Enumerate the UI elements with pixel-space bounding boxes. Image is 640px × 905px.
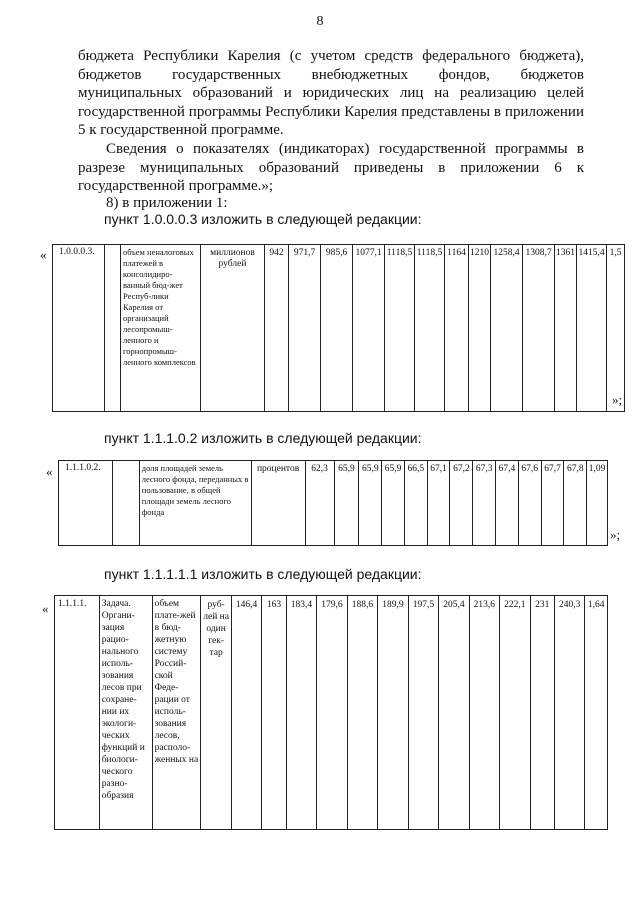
value-cell: 67,6 xyxy=(518,461,541,546)
paragraph-line: бюджета Республики Карелия (с учетом средств федерального бюджета), xyxy=(78,48,584,64)
table-point-1-0-0-0-3 xyxy=(52,244,625,412)
value-cell: 1258,4 xyxy=(491,245,523,412)
unit-cell: руб-лей на один гек-тар xyxy=(201,596,231,830)
heading-point-1-1-1-1-1: пункт 1.1.1.1.1 изложить в следующей редакции: xyxy=(104,566,422,582)
value-cell: 240,3 xyxy=(554,596,584,830)
value-cell: 1118,5 xyxy=(415,245,445,412)
value-cell: 1,5 xyxy=(607,245,625,412)
value-cell: 179,6 xyxy=(317,596,347,830)
table-point-1-1-1-0-2 xyxy=(58,460,608,546)
task-name: Задача. Органи-зация рацио-нального исполь-зования лесов при сохране-нии их экологи-ческих функций и биологи-ческого разно-образия xyxy=(99,596,152,830)
value-cell: 67,2 xyxy=(450,461,473,546)
page-number: 8 xyxy=(316,14,324,29)
value-cell: 1415,4 xyxy=(577,245,607,412)
unit-cell: миллионов рублей xyxy=(201,245,265,412)
paragraph-line: муниципальных образований и юридических лиц на реализацию целей xyxy=(78,85,584,101)
value-cell: 65,9 xyxy=(382,461,405,546)
value-cell: 942 xyxy=(265,245,289,412)
value-cell: 163 xyxy=(262,596,286,830)
paragraph-line: государственной программы Республики Карелия представлены в приложении xyxy=(78,103,584,120)
value-cell: 67,8 xyxy=(564,461,587,546)
paragraph-appendix5 xyxy=(78,47,584,140)
value-cell: 62,3 xyxy=(305,461,334,546)
value-cell: 67,4 xyxy=(496,461,519,546)
indicator-name: объем неналоговых платежей в консолидиро-ванный бюд-жет Респуб-лики Карелия от организаций лесопромыш-ленного и горнопромыш-ленного комплексов xyxy=(121,245,201,412)
value-cell: 146,4 xyxy=(231,596,261,830)
value-cell: 1308,7 xyxy=(523,245,555,412)
paragraph-line: разрезе муниципальных образований приведены в приложении 6 к xyxy=(78,159,584,176)
paragraph-line: Сведения о показателях (индикаторах) государственной программы в xyxy=(106,141,584,157)
value-cell: 1164 xyxy=(445,245,469,412)
value-cell: 205,4 xyxy=(439,596,469,830)
item-8: 8) в приложении 1: xyxy=(106,195,228,211)
paragraph-line: государственной программе.»; xyxy=(78,178,274,194)
row-code: 1.1.1.1. xyxy=(55,596,100,830)
value-cell: 1,64 xyxy=(585,596,608,830)
value-cell: 1,09 xyxy=(587,461,608,546)
indicator-name: объем плате-жей в бюд-жетную систему Россий-ской Феде-рации от исполь-зования лесов, располо-женных на xyxy=(152,596,201,830)
value-cell: 189,9 xyxy=(378,596,408,830)
value-cell: 183,4 xyxy=(286,596,316,830)
value-cell: 971,7 xyxy=(289,245,321,412)
close-quote: »; xyxy=(610,527,621,542)
open-quote: « xyxy=(40,247,47,262)
open-quote: « xyxy=(46,464,53,479)
heading-point-1-1-1-0-2: пункт 1.1.1.0.2 изложить в следующей редакции: xyxy=(104,430,422,446)
row-code: 1.1.1.0.2. xyxy=(59,461,113,546)
value-cell: 222,1 xyxy=(500,596,530,830)
table-point-1-1-1-1-1 xyxy=(54,595,608,830)
value-cell: 231 xyxy=(530,596,554,830)
indicator-name: доля площадей земель лесного фонда, переданных в пользование, в общей площади земель лесного фонда xyxy=(139,461,251,546)
paragraph-line: 5 к государственной программе. xyxy=(78,122,284,138)
value-cell: 65,9 xyxy=(334,461,359,546)
value-cell: 67,3 xyxy=(473,461,496,546)
value-cell: 65,9 xyxy=(359,461,382,546)
close-quote: »; xyxy=(612,392,623,407)
value-cell: 67,1 xyxy=(427,461,450,546)
open-quote: « xyxy=(42,601,49,616)
value-cell: 66,5 xyxy=(404,461,427,546)
empty-cell xyxy=(105,245,121,412)
value-cell: 1077,1 xyxy=(353,245,385,412)
paragraph-line: бюджетов государственных внебюджетных фондов, бюджетов xyxy=(78,66,584,83)
value-cell: 197,5 xyxy=(408,596,438,830)
heading-point-1-0-0-0-3: пункт 1.0.0.0.3 изложить в следующей редакции: xyxy=(104,211,422,227)
empty-cell xyxy=(112,461,139,546)
value-cell: 188,6 xyxy=(347,596,377,830)
paragraph-appendix6 xyxy=(78,140,584,196)
row-code: 1.0.0.0.3. xyxy=(53,245,105,412)
value-cell: 1361 xyxy=(555,245,577,412)
value-cell: 67,7 xyxy=(541,461,564,546)
value-cell: 213,6 xyxy=(469,596,499,830)
value-cell: 1118,5 xyxy=(385,245,415,412)
value-cell: 1210 xyxy=(469,245,491,412)
value-cell: 985,6 xyxy=(321,245,353,412)
unit-cell: процентов xyxy=(251,461,305,546)
